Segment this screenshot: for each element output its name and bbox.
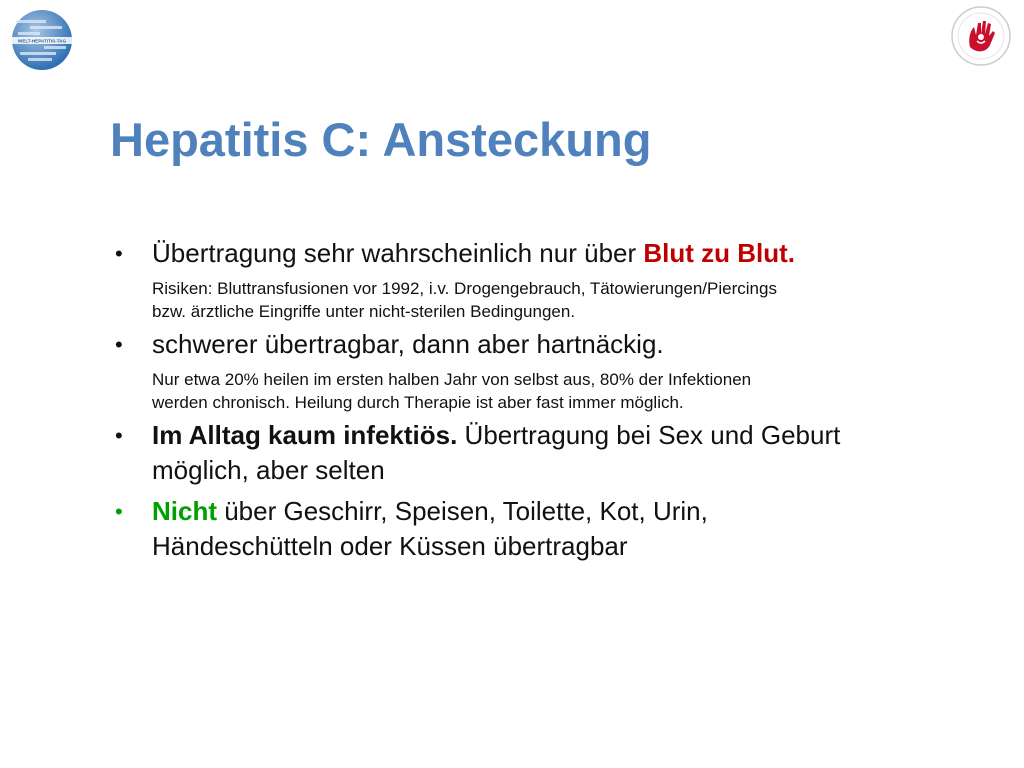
bullet-item (115, 327, 915, 414)
bullet-text: Nicht über Geschirr, Speisen, Toilette, Kot, Urin, Händeschütteln oder Küssen übertragbar (152, 496, 708, 561)
bullet-dot: • (115, 241, 123, 266)
bullet-dot: • (115, 499, 123, 524)
bullet-list (115, 236, 915, 564)
bullet-text: schwerer übertragbar, dann aber hartnäckig. (152, 329, 664, 359)
logo-left-text: WELT-HEPATITIS-TAG (17, 38, 67, 44)
association-seal-logo (950, 5, 1012, 67)
welt-hepatitis-tag-logo (10, 8, 74, 72)
bullet-item (115, 494, 915, 564)
highlight-nicht: Nicht (152, 496, 217, 526)
bullet-dot: • (115, 423, 123, 448)
bullet-text: Übertragung sehr wahrscheinlich nur über Blut zu Blut. (152, 238, 796, 268)
bullet-item (115, 236, 915, 323)
highlight-blut: Blut zu Blut. (643, 238, 796, 268)
slide-title: Hepatitis C: Ansteckung (110, 113, 652, 166)
bullet-subtext: Risiken: Bluttransfusionen vor 1992, i.v. Drogengebrauch, Tätowierungen/Piercings bzw. ärztliche Eingriffe unter nicht-sterilen Bedingungen. (152, 279, 777, 321)
bullet-item (115, 418, 915, 488)
bullet-subtext: Nur etwa 20% heilen im ersten halben Jahr von selbst aus, 80% der Infektionen werden chronisch. Heilung durch Therapie ist aber fast immer möglich. (152, 370, 752, 412)
highlight-alltag: Im Alltag kaum infektiös. (152, 420, 458, 450)
bullet-text: Im Alltag kaum infektiös. Übertragung bei Sex und Geburt möglich, aber selten (152, 420, 841, 485)
bullet-dot: • (115, 332, 123, 357)
